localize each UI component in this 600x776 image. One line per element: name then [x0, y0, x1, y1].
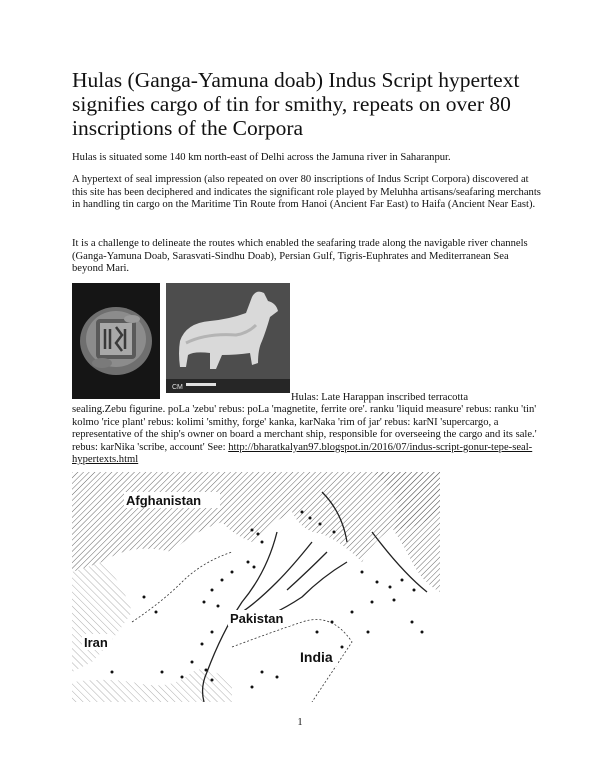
caption-line1: Hulas: Late Harappan inscribed terracotta — [291, 392, 469, 403]
seal-impression-photo — [72, 283, 160, 399]
photo-label: CM — [172, 384, 183, 391]
map-label-pakistan: Pakistan — [230, 611, 284, 626]
page-number: 1 — [297, 717, 303, 728]
paragraph-hypertext: A hypertext of seal impression (also repeated on over 80 inscriptions of Indus Script Corpora) discovered at this site has been deciphered and indicates the significant role played by Meluhha artisans/seafaring merchants in handling tin cargo on the Maritime Tin Route from Hanoi (Ancient Far East) to Haifa (Ancient Near East). — [72, 174, 541, 211]
harappan-sites-map — [72, 472, 440, 702]
page-title: Hulas (Ganga-Yamuna doab) Indus Script hypertext signifies cargo of tin for smithy, repeats on over 80 inscriptions of the Corpora — [72, 68, 520, 140]
zebu-figurine-photo — [166, 283, 290, 393]
source-link[interactable]: http://bharatkalyan97.blogspot.in/2016/07/indus-script-gonur-tepe-seal-hypertexts.html — [72, 441, 533, 466]
paragraph-routes: It is a challenge to delineate the routes which enabled the seafaring trade along the navigable river channels (Ganga-Yamuna Doab, Sarasvati-Sindhu Doab), Persian Gulf, Tigris-Euphrates and Mediterranean Sea beyond Mari. — [72, 238, 528, 275]
map-label-iran: Iran — [84, 635, 108, 650]
paragraph-location: Hulas is situated some 140 km north-east of Delhi across the Jamuna river in Saharanpur. — [72, 152, 451, 163]
see-label: See: — [207, 441, 229, 453]
map-label-afghanistan: Afghanistan — [126, 493, 202, 508]
map-label-india: India — [300, 649, 333, 665]
figure-caption — [72, 392, 552, 466]
caption-body: sealing.Zebu figurine. poLa 'zebu' rebus: poLa 'magnetite, ferrite ore'. ranku 'liquid measure' rebus: ranku 'tin' kolmo 'rice plant' rebus: kolimi 'smithy, forge' kanka, karNaka 'rim of jar' rebus: karNI 'supercargo, a representative of the ship's owner on board a merchant ship, responsible for overseeing the cargo and its sale.' rebus: karNika 'scribe, account' — [72, 404, 537, 453]
